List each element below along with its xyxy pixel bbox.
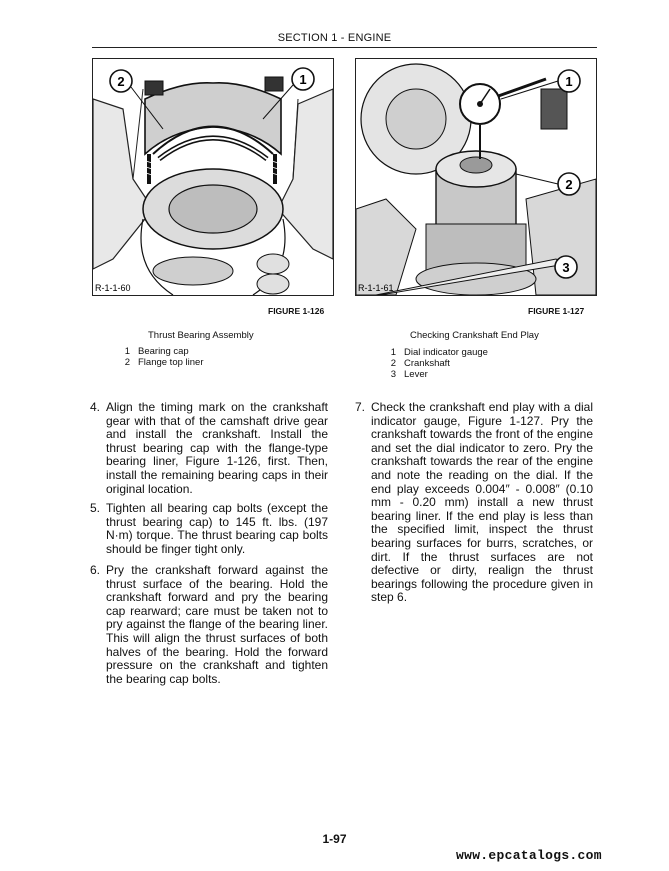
legend-text: Bearing cap (138, 346, 189, 357)
callout-3-label: 3 (562, 260, 570, 275)
legend-text: Crankshaft (404, 358, 450, 369)
figure-caption-title: Thrust Bearing Assembly (148, 330, 254, 341)
callout-1-label: 2 (117, 74, 125, 89)
procedure-step-6 (90, 563, 328, 686)
end-play-illustration (356, 59, 596, 295)
figure-legend (382, 347, 488, 380)
legend-number: 2 (124, 357, 130, 368)
figure-end-play-image (355, 58, 597, 296)
callout-1-label: 1 (565, 74, 573, 89)
figure-label: FIGURE 1-127 (528, 306, 585, 316)
step-number: 6. (90, 563, 101, 577)
step-number: 4. (90, 400, 101, 414)
procedure-step-7 (355, 400, 593, 605)
legend-item (382, 369, 488, 380)
legend-number: 3 (390, 369, 396, 380)
legend-text: Dial indicator gauge (404, 347, 488, 358)
legend-item (382, 347, 488, 358)
procedure-step-4 (90, 400, 328, 496)
figure-label: FIGURE 1-126 (268, 306, 325, 316)
legend-text: Flange top liner (138, 357, 204, 368)
figure-legend (116, 346, 203, 368)
legend-number: 1 (124, 346, 130, 357)
header-divider (92, 47, 597, 48)
step-number: 5. (90, 501, 101, 515)
legend-item (382, 358, 488, 369)
figure-thrust-bearing-image (92, 58, 334, 296)
callout-2-label: 1 (299, 72, 307, 87)
callout-2-label: 2 (565, 177, 573, 192)
watermark-url: www.epcatalogs.com (456, 848, 602, 863)
thrust-bearing-illustration (93, 59, 333, 295)
procedure-step-5 (90, 501, 328, 556)
step-number: 7. (355, 400, 366, 414)
step-text: Check the crankshaft end play with a dial indicator gauge, Figure 1-127. Pry the crankshaft towards the front of the engine and set the dial indicator to zero. Pry the crankshaft towards the rear of the engine and note the reading on the dial. If the end play exceeds 0.004″ - 0.008″ (0.10 mm - 0.20 mm) install a new thrust bearing liner. If the end play is less than the specified limit, inspect the thrust bearing surfaces for burrs, scratches, or dirt. If the thrust surfaces are not defective or dirty, realign the thrust bearings following the procedure given in step 6. (371, 400, 593, 605)
legend-item (116, 346, 203, 357)
legend-item (116, 357, 203, 368)
section-title: SECTION 1 - ENGINE (277, 32, 392, 44)
legend-number: 1 (390, 347, 396, 358)
step-text: Pry the crankshaft forward against the thrust surface of the bearing. Hold the crankshaft forward and pry the bearing cap rearward; care must be taken not to pry against the flange of the bearing liner. This will align the thrust surfaces of both halves of the bearing. Hold the forward pressure on the crankshaft and tighten the bearing cap bolts. (106, 563, 328, 686)
page-number: 1-97 (322, 832, 347, 846)
legend-text: Lever (404, 369, 428, 380)
image-code: R-1-1-60 (95, 283, 131, 293)
image-code: R-1-1-61 (358, 283, 394, 293)
step-text: Align the timing mark on the crankshaft gear with that of the camshaft drive gear and install the crankshaft. Install the thrust bearing cap with the flange-type bearing liner, Figure 1-126, first. Then, install the remaining bearing caps in their original location. (106, 400, 328, 496)
legend-number: 2 (390, 358, 396, 369)
step-text: Tighten all bearing cap bolts (except the thrust bearing cap) to 145 ft. lbs. (197 N·m) torque. The thrust bearing cap bolts should be finger tight only. (106, 501, 328, 556)
figure-caption-title: Checking Crankshaft End Play (410, 330, 539, 341)
